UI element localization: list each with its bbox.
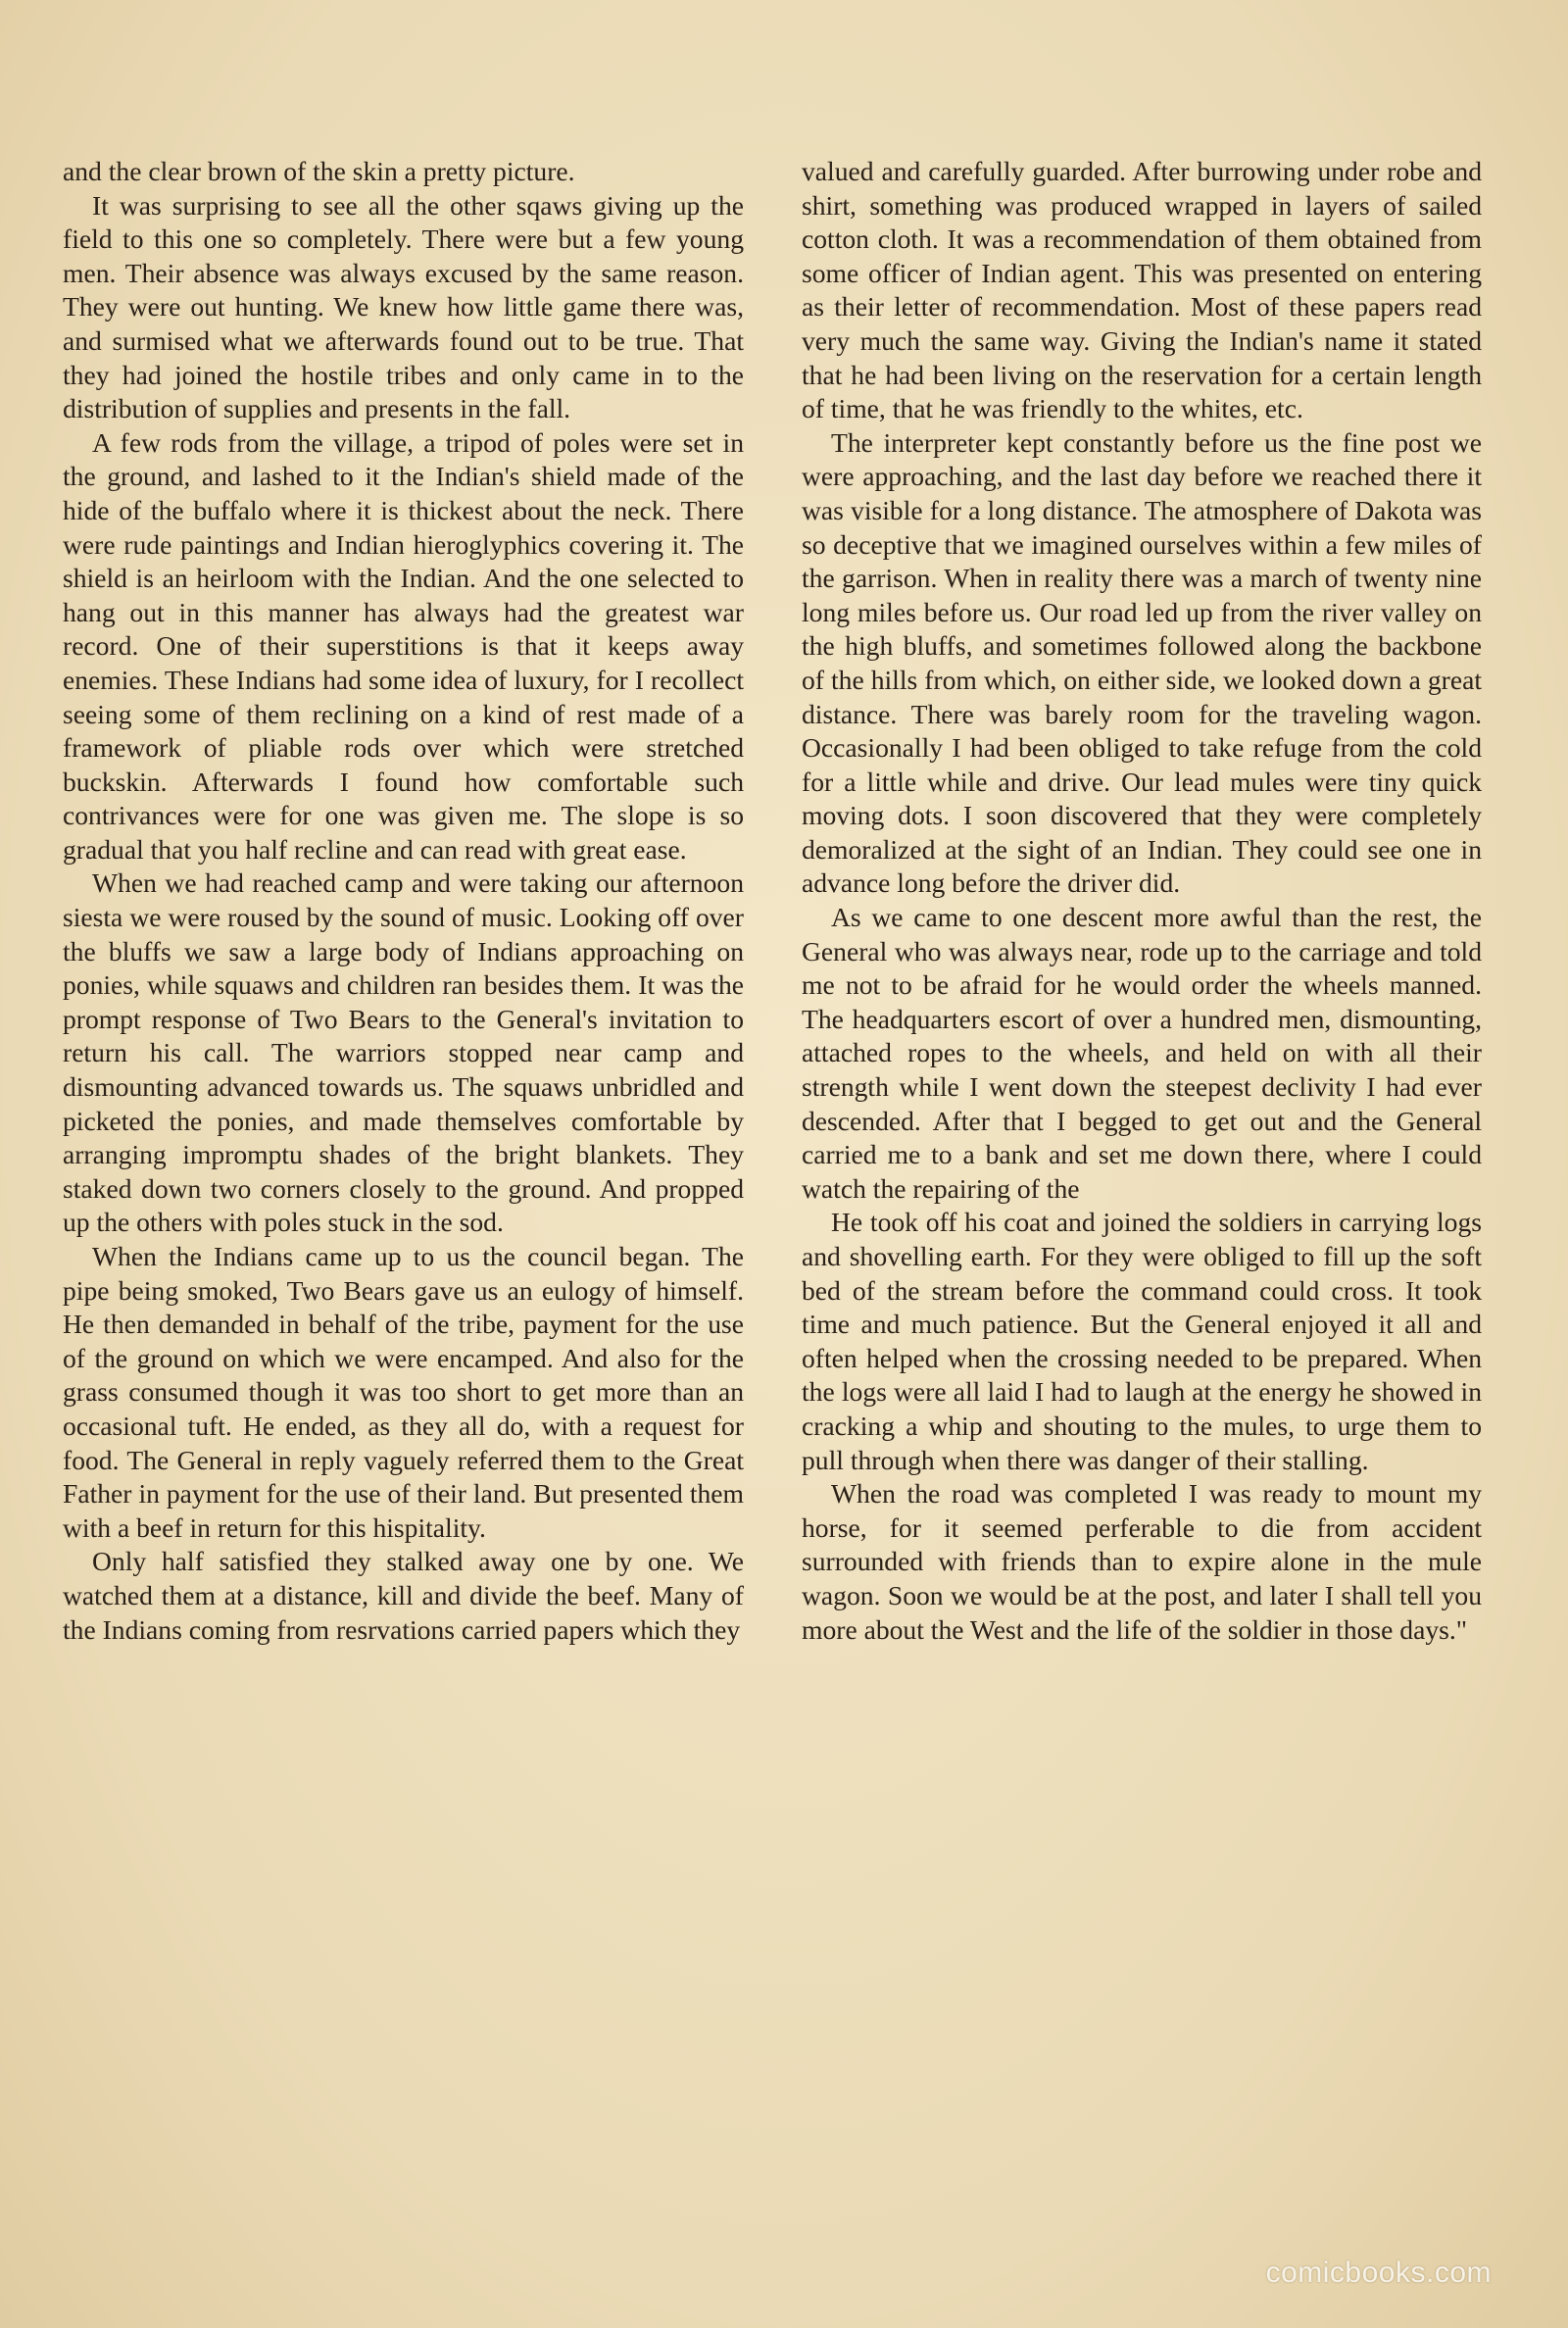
paragraph: and the clear brown of the skin a pretty picture. <box>63 156 575 186</box>
paragraph: A few rods from the village, a tripod of poles were set in the ground, and lashed to it the Indian's shield made of the hide of the buffalo where it is thickest about the neck. There were rude paintings and Indian hieroglyphics covering it. The shield is an heirloom with the Indian. And the one selected to hang out in this manner has always had the greatest war record. One of their superstitions is that it keeps away enemies. These Indians had some idea of luxury, for I recollect seeing some of them reclining on a kind of rest made of a framework of pliable rods over which were stretched buckskin. Afterwards I found how comfortable such contrivances were for one was given me. The slope is so gradual that you half recline and can read with great ease. <box>63 426 744 865</box>
paragraph: Only half satisfied they stalked away one by one. We watched them at a distance, kill and divide the beef. Many of the Indians coming from resrvations carried papers which they <box>63 1546 744 1645</box>
paragraph: When the road was completed I was ready to mount my horse, for it seemed perferable to die from accident surrounded with friends than to expire alone in the mule wagon. Soon we would be at the post, and later I shall tell you more about the West and the life of the soldier in those days." <box>802 1478 1482 1645</box>
paragraph: The interpreter kept constantly before us the fine post we were approaching, and the last day before we reached there it was visible for a long distance. The atmosphere of Dakota was so deceptive that we imagined ourselves within a few miles of the garrison. When in reality there was a march of twenty nine long miles before us. Our road led up from the river valley on the high bluffs, and sometimes followed along the backbone of the hills from which, on either side, we looked down a great distance. There was barely room for the traveling wagon. Occasionally I had been obliged to take refuge from the cold for a little while and drive. Our lead mules were tiny quick moving dots. I soon discovered that they were completely demoralized at the sight of an Indian. They could see one in advance long before the driver did. <box>802 426 1482 899</box>
paragraph: When we had reached camp and were taking our afternoon siesta we were roused by the sound of music. Looking off over the bluffs we saw a large body of Indians approaching on ponies, while squaws and children ran besides them. It was the prompt response of Two Bears to the General's invitation to return his call. The warriors stopped near camp and dismounting advanced towards us. The squaws unbridled and picketed the ponies, and made themselves comfortable by arranging impromptu shades of the bright blankets. They staked down two corners closely to the ground. And propped up the others with poles stuck in the sod. <box>63 867 744 1238</box>
paragraph: When the Indians came up to us the council began. The pipe being smoked, Two Bears gave us an eulogy of himself. He then demanded in behalf of the tribe, payment for the use of the ground on which we were encamped. And also for the grass consumed though it was too short to get more than an occasional tuft. He ended, as they all do, with a request for food. The General in reply vaguely referred them to the Great Father in payment for the use of their land. But presented them with a beef in return for this hispitality. <box>63 1241 744 1543</box>
paragraph: As we came to one descent more awful than the rest, the General who was always near, rode up to the carriage and told me not to be afraid for he would order the wheels manned. The headquarters escort of over a hundred men, dismounting, attached ropes to the wheels, and held on with all their strength while I went down the steepest declivity I had ever descended. After that I begged to get out and the General carried me to a bank and set me down there, where I could watch the repairing of the <box>802 902 1482 1204</box>
right-column <box>802 155 1482 1647</box>
paragraph: valued and carefully guarded. After burrowing under robe and shirt, something was produced wrapped in layers of sailed cotton cloth. It was a recommendation of them obtained from some officer of Indian agent. This was presented on entering as their letter of recommendation. Most of these papers read very much the same way. Giving the Indian's name it stated that he had been living on the reservation for a certain length of time, that he was friendly to the whites, etc. <box>802 156 1482 424</box>
left-column <box>63 155 744 1647</box>
paragraph: It was surprising to see all the other sqaws giving up the field to this one so completely. There were but a few young men. Their absence was always excused by the same reason. They were out hunting. We knew how little game there was, and surmised what we afterwards found out to be true. That they had joined the hostile tribes and only came in to the distribution of supplies and presents in the fall. <box>63 189 744 424</box>
paragraph: He took off his coat and joined the soldiers in carrying logs and shovelling earth. For they were obliged to fill up the soft bed of the stream before the command could cross. It took time and much patience. But the General enjoyed it all and often helped when the crossing needed to be prepared. When the logs were all laid I had to laugh at the energy he showed in cracking a whip and shouting to the mules, to urge them to pull through when there was danger of their stalling. <box>802 1207 1482 1475</box>
watermark: comicbooks.com <box>1265 2256 1492 2289</box>
